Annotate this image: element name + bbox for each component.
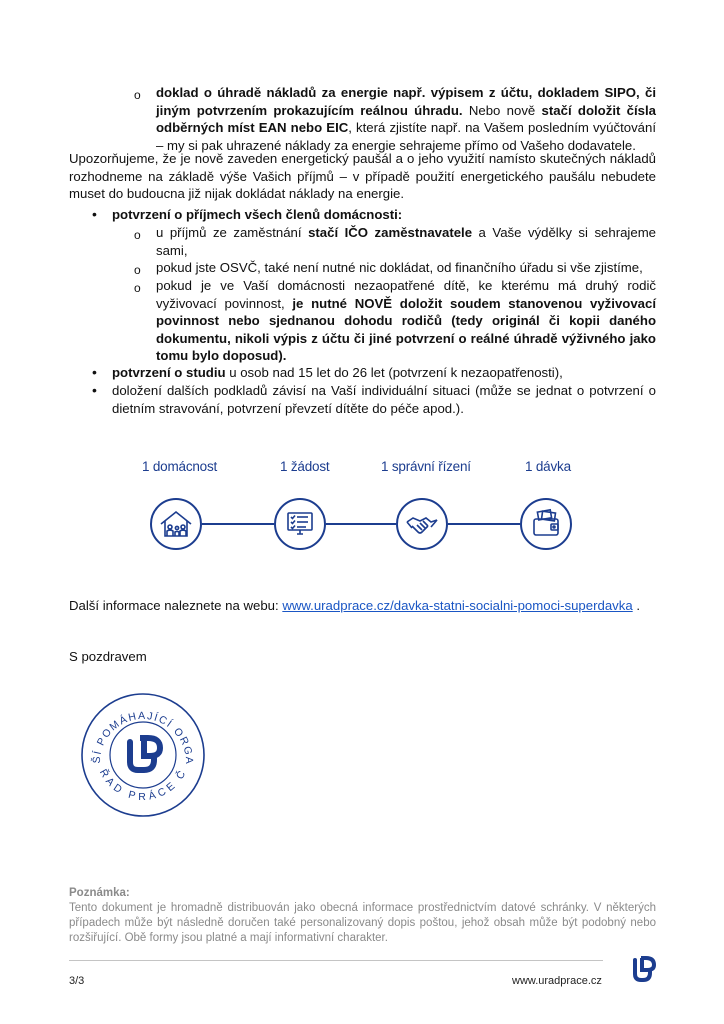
page-number: 3/3 <box>69 975 85 987</box>
family-house-icon <box>150 498 202 550</box>
bullet-dot: • <box>92 364 97 380</box>
income-employment-item: u příjmů ze zaměstnání stačí IČO zaměstnavatele a Vaše výdělky si sehrajeme sami, <box>156 225 657 258</box>
connector-line <box>326 523 396 525</box>
other-documents-item: doložení dalších podkladů závisí na Vaší individuální situaci (může se jednat o potvrzení o dietním stravování, potvrzení převzetí dítěte do péče apod.). <box>112 383 656 416</box>
more-info-line: Další informace naleznete na webu: www.uradprace.cz/davka-statni-socialni-pomoci-superdavka . <box>69 598 641 613</box>
step-label: 1 dávka <box>525 459 571 474</box>
income-title: potvrzení o příjmech všech členů domácnosti: <box>112 207 403 222</box>
connector-line <box>448 523 520 525</box>
income-osvc-item: pokud jste OSVČ, také není nutné nic dokládat, od finančního úřadu si vše zjistíme, <box>156 260 643 275</box>
greeting: S pozdravem <box>69 649 147 664</box>
bullet-dot: • <box>92 382 97 398</box>
footer-url: www.uradprace.cz <box>512 975 602 987</box>
connector-line <box>202 523 274 525</box>
svg-text:NEJVĚTŠÍ POMÁHAJÍCÍ ORGANIZACE: ŠÍ POMÁHAJÍCÍ ORGA <box>90 709 196 766</box>
superdavka-link[interactable]: www.uradprace.cz/davka-statni-socialni-pomoci-superdavka <box>282 598 633 613</box>
footer-divider <box>69 960 603 961</box>
income-child-support-item: pokud je ve Vaší domácnosti nezaopatřené dítě, ke kterému má druhý rodič vyživovací povinnost, je nutné NOVĚ doložit soudem stanovenou vyživovací povinnost nebo sjednanou dohodu rodičů (tedy originál či kopii daného dokumentu, nikoli výpis z účtu či jiné potvrzení o reálné úhradě výživného jako tomu bylo doposud). <box>156 278 656 363</box>
bullet-dot: • <box>92 206 97 222</box>
svg-text:ÚŘAD PRÁCE ČR: ŘAD PRÁCE Č <box>96 767 190 803</box>
energy-flat-rate-paragraph: Upozorňujeme, že je nově zaveden energetický paušál a o jeho využití namísto skutečných nákladů rozhodneme na základě výše Vašich příjmů – v případě použití energetického paušálu nebudete muset do budoucna již nijak dokládat náklady na energie. <box>69 151 656 201</box>
note-text: Tento dokument je hromadně distribuován jako obecná informace prostřednictvím datové schránky. V některých případech může být následně doručen také personalizovaný dopis poštou, jehož obsah může být podobný nebo rozšiřující. Obě formy jsou platné a mají informativní charakter. <box>69 902 656 945</box>
up-stamp-logo <box>78 690 208 820</box>
step-label: 1 žádost <box>280 459 330 474</box>
note-title: Poznámka: <box>69 887 130 899</box>
step-label: 1 správní řízení <box>381 459 471 474</box>
sub-bullet: o <box>134 281 141 295</box>
sub-bullet: o <box>134 263 141 277</box>
study-item: potvrzení o studiu u osob nad 15 let do 26 let (potvrzení k nezaopatřenosti), <box>112 365 563 380</box>
wallet-money-icon <box>520 498 572 550</box>
step-label: 1 domácnost <box>142 459 218 474</box>
handshake-icon <box>396 498 448 550</box>
form-monitor-icon <box>274 498 326 550</box>
energy-proof-item: doklad o úhradě nákladů za energie např. výpisem z účtu, dokladem SIPO, či jiným potvrzením prokazujícím reálnou úhradu. Nebo nově stačí doložit čísla odběrných míst EAN nebo EIC, která zjistíte např. na Vašem posledním vyúčtování – my si pak uhrazené náklady za energie sehrajeme přímo od Vašeho dodavatele. <box>156 85 656 153</box>
sub-bullet: o <box>134 228 141 242</box>
up-logo <box>628 955 658 985</box>
sub-bullet: o <box>134 88 141 102</box>
